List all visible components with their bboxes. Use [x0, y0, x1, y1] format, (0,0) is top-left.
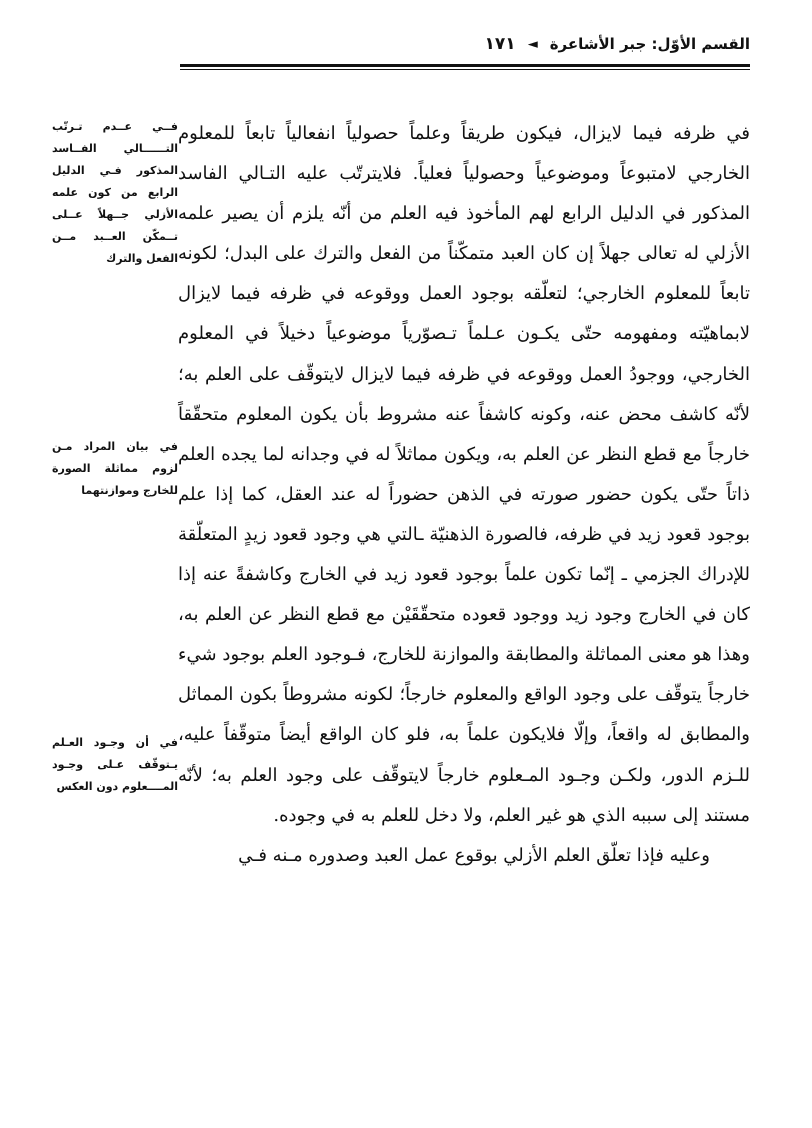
- margin-note: في بيان المراد مـن لزوم مماثلة الصورة للخارج وموازنتهما: [52, 440, 178, 497]
- page-number: ١٧١: [484, 34, 516, 54]
- header-rule: [180, 64, 750, 67]
- main-text: [178, 114, 750, 876]
- body-paragraph: وعليه فإذا تعلّق العلم الأزلي بوقوع عمل العبد وصدوره مـنه فـي: [238, 844, 710, 866]
- margin-note: في أن وجـود العـلم يـتوقّف عـلى وجـود المــــعلوم دون العكس: [52, 736, 178, 793]
- header-rule-thin: [180, 69, 750, 70]
- triangle-arrow-icon: ◄: [527, 36, 538, 52]
- margin-note: فــي عــدم تـرتّب التــــــالي الفــاسد المذكور فـي الدليل الرابع من كون علمه الأزلي جــهلاً عــلى تــمكّن العــبد مــن الفعل والترك: [52, 120, 178, 265]
- running-header: [180, 30, 750, 58]
- body-paragraph: في ظرفه فيما لايزال، فيكون طريقاً وعلماً حصولياً انفعالياً تابعاً للمعلوم الخارجي لامتبوعاً وموضوعياً وحصولياً فعلياً. فلايترتّب عليه التـالي الفاسد المذكور في الدليل الرابع لهم المأخوذ فيه العلم من أنّه يلزم أن يصير علمه الأزلي له تعالى جهلاً إن كان العبد متمكّناً من الفعل والترك على البدل؛ لكونه تابعاً للمعلوم الخارجي؛ لتعلّقه بوجود العمل ووقوعه في ظرفه فيما لايزال لابماهيّته ومفهومه حتّى يكـون عـلماً تـصوّرياً موضوعياً دخيلاً في المعلوم الخارجي، ووجودُ العمل ووقوعه في ظرفه فيما لايزال لايتوقّف على العلم به؛ لأنّه كاشف محض عنه، وكونه كاشفاً عنه مشروط بأن يكون المعلوم متحقّقاً خارجاً مع قطع النظر عن العلم به، ويكون مماثلاً له في وجدانه لما يجده العلم ذاتاً حتّى يكون حضور صورته في الذهن حضوراً له عند العقل، كما إذا علم بوجود قعود زيد في ظرفه، فالصورة الذهنيّة ـالتي هي وجود قعود زيدٍ المتعلّقة للإدراك الجزمي ـ إنّما تكون علماً بوجود قعود زيد في الخارج وكاشفةً عنه إذا كان في الخارج وجود زيد ووجود قعوده متحقّقَيْن مع قطع النظر عن العلم به، وهذا هو معنى المماثلة والمطابقة والموازنة للخارج، فـوجود العلم بوجود شيء خارجاً يتوقّف على وجود الواقع والمعلوم خارجاً؛ لكونه مشروطاً بكون المماثل والمطابق له واقعاً، وإلّا فلايكون علماً به، فلو كان الواقع أيضاً متوقّفاً عليه، للـزم الدور، ولكـن وجـود المـعلوم خارجاً لايتوقّف على وجود العلم به؛ لأنّه مستند إلى سببه الذي هو غير العلم، ولا دخل للعلم به في وجوده.: [178, 123, 751, 826]
- header-title: القسم الأوّل: جبر الأشاعرة: [549, 35, 750, 53]
